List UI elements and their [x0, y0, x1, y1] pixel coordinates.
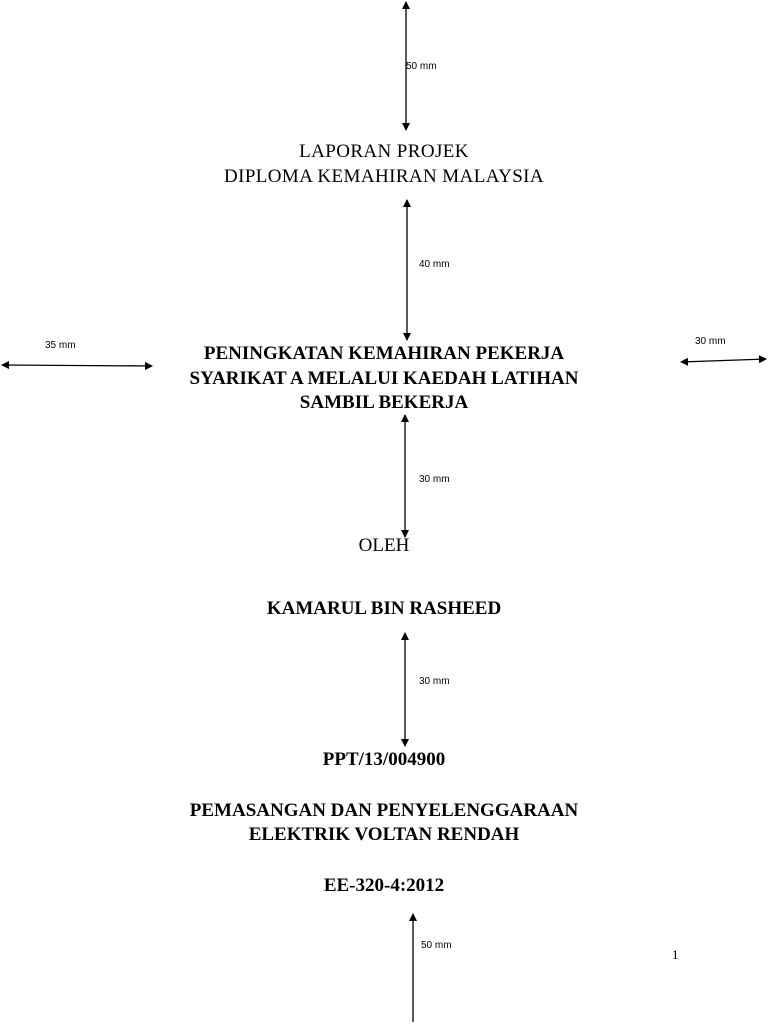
left-margin-label: 35 mm	[45, 340, 76, 351]
program-line-2: ELEKTRIK VOLTAN RENDAH	[248, 824, 520, 845]
header-gap-label: 40 mm	[419, 259, 450, 270]
student-id: PPT/13/004900	[322, 749, 446, 770]
program-line-1: PEMASANGAN DAN PENYELENGGARAAN	[189, 800, 579, 821]
project-title-line-3: SAMBIL BEKERJA	[299, 392, 469, 413]
diploma-line: DIPLOMA KEMAHIRAN MALAYSIA	[223, 166, 545, 187]
by-label: OLEH	[358, 535, 410, 556]
top-margin-label: 50 mm	[406, 61, 437, 72]
project-title-line-2: SYARIKAT A MELALUI KAEDAH LATIHAN	[189, 368, 579, 389]
project-title-line-1: PENINGKATAN KEMAHIRAN PEKERJA	[203, 343, 565, 364]
bottom-margin-label: 50 mm	[421, 940, 452, 951]
page-number: 1	[672, 947, 679, 962]
right-margin-label: 30 mm	[695, 336, 726, 347]
name-gap-label: 30 mm	[419, 676, 450, 687]
report-type-line: LAPORAN PROJEK	[299, 141, 469, 162]
title-gap-label: 30 mm	[419, 474, 450, 485]
author-name: KAMARUL BIN RASHEED	[266, 598, 502, 619]
program-code: EE-320-4:2012	[323, 875, 445, 896]
